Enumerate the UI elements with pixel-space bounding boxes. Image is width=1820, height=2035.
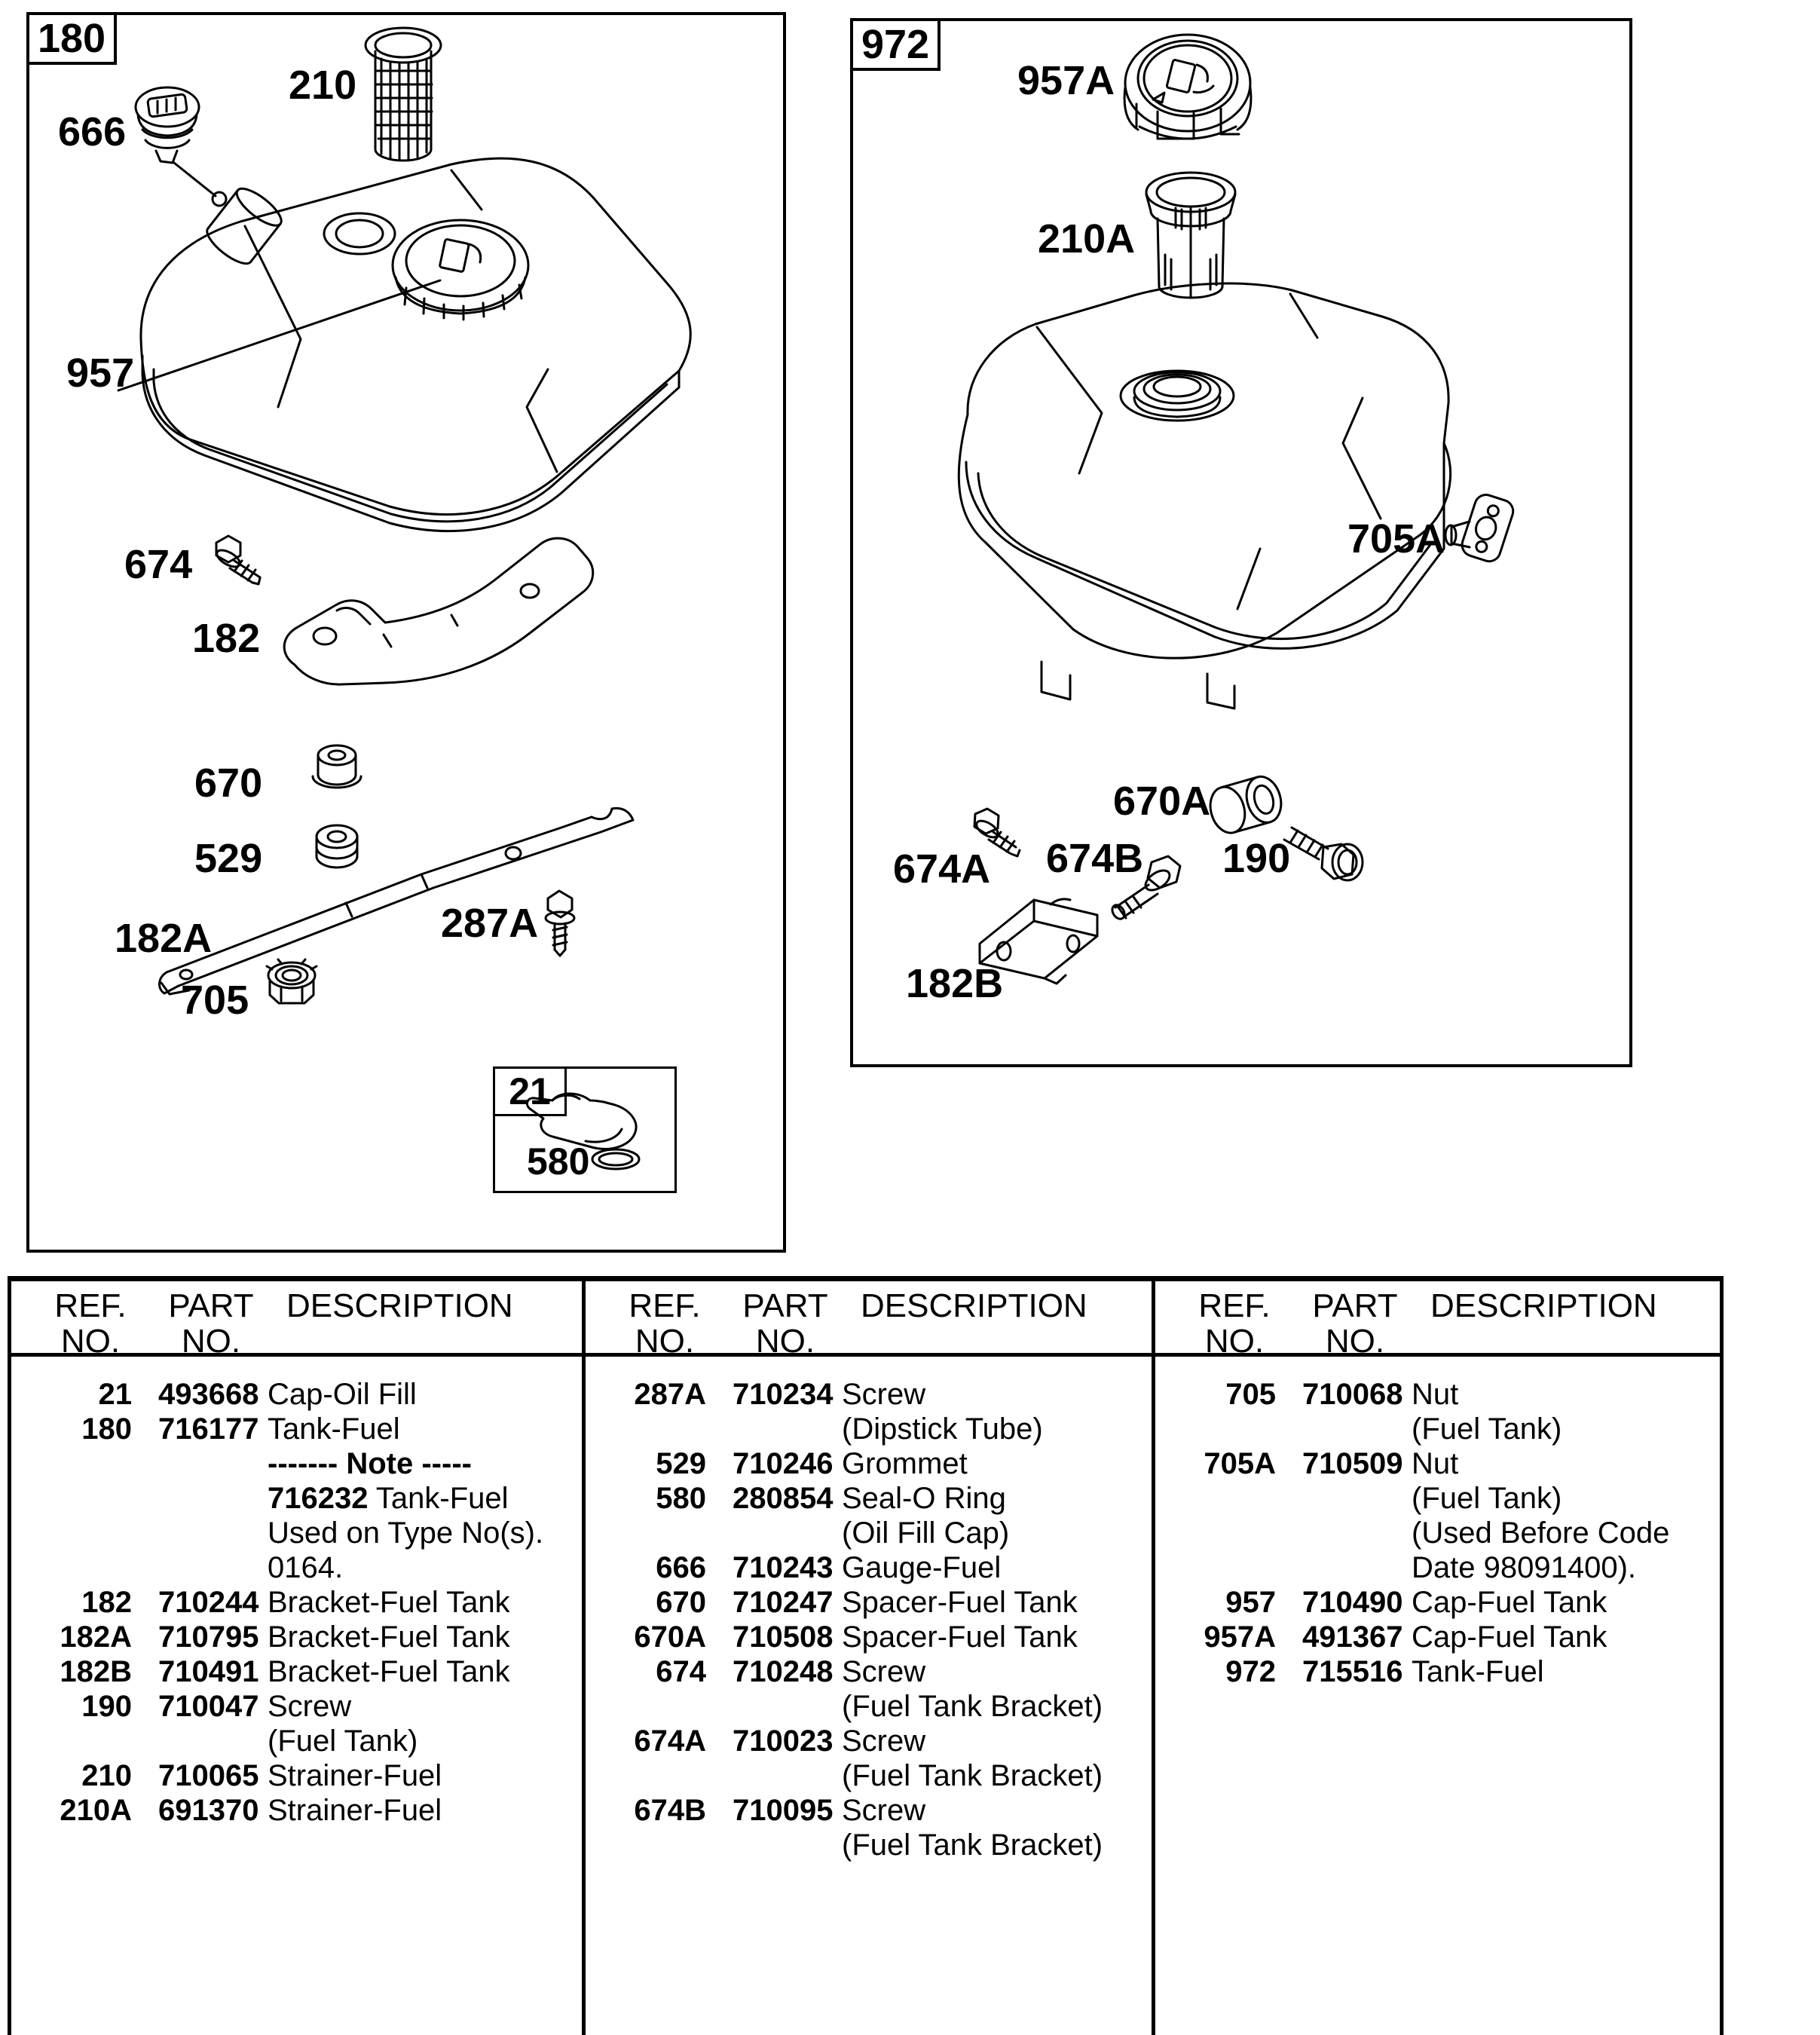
ref-no-header: REF. NO. <box>54 1287 127 1360</box>
ref-no: 674 <box>656 1655 706 1688</box>
ref-no: 182A <box>60 1620 132 1654</box>
table-row <box>1152 1447 1720 1482</box>
diagram-panel-180 <box>26 12 786 1253</box>
ref-no-header: REF. NO. <box>629 1287 701 1360</box>
ref-no: 957A <box>1204 1620 1276 1654</box>
ref-no: 957 <box>1225 1586 1276 1619</box>
ref-no: 670 <box>656 1586 706 1619</box>
table-row <box>582 1586 1152 1620</box>
part-no: 710508 <box>733 1620 834 1654</box>
table-row <box>8 1551 582 1586</box>
table-row <box>1152 1412 1720 1447</box>
panel-tag-180-label: 180 <box>37 16 106 61</box>
part-no: 710491 <box>158 1655 259 1688</box>
description: Tank-Fuel <box>1412 1655 1544 1688</box>
diagram-panel-972 <box>850 18 1632 1067</box>
table-row <box>1152 1620 1720 1655</box>
strainer-icon-210 <box>366 28 441 161</box>
description: Screw <box>842 1655 926 1688</box>
callout-210: 210 <box>289 63 357 108</box>
part-no-header: PART NO. <box>1312 1287 1398 1360</box>
description: (Fuel Tank) <box>1412 1482 1562 1515</box>
nut-icon-705A <box>1445 492 1516 565</box>
description-header: DESCRIPTION <box>861 1287 1087 1324</box>
spacer-icon-670A <box>1205 773 1286 837</box>
ref-no: 705A <box>1204 1447 1276 1480</box>
table-row <box>8 1586 582 1620</box>
ref-no: 972 <box>1225 1655 1276 1688</box>
o-ring-icon-580 <box>592 1149 639 1169</box>
description: Cap-Fuel Tank <box>1412 1620 1607 1654</box>
callout-705A: 705A <box>1347 516 1445 562</box>
panel-tag-972-label: 972 <box>861 22 930 67</box>
description: ------- Note ----- <box>268 1447 472 1480</box>
callout-674: 674 <box>124 542 193 587</box>
part-no: 710247 <box>733 1586 834 1619</box>
description: Strainer-Fuel <box>268 1794 442 1827</box>
callout-670: 670 <box>194 760 263 806</box>
callout-182A: 182A <box>115 916 213 961</box>
table-row <box>582 1412 1152 1447</box>
table-row <box>1152 1551 1720 1586</box>
screw-icon-190 <box>1284 828 1363 880</box>
description: Date 98091400). <box>1412 1551 1637 1584</box>
table-row <box>8 1759 582 1794</box>
callout-674B: 674B <box>1046 836 1144 881</box>
inset-tag-21-label: 21 <box>509 1070 551 1112</box>
table-row <box>8 1378 582 1412</box>
table-row <box>8 1794 582 1828</box>
ref-no: 674B <box>634 1794 706 1827</box>
ref-no-header: REF. NO. <box>1198 1287 1271 1360</box>
callout-182: 182 <box>192 616 261 661</box>
table-row <box>8 1724 582 1759</box>
table-row <box>582 1447 1152 1482</box>
table-border-right <box>1720 1276 1724 2035</box>
description: Tank-Fuel <box>268 1412 400 1446</box>
callout-666: 666 <box>58 109 127 155</box>
callout-957: 957 <box>66 350 135 396</box>
part-no: 710243 <box>733 1551 834 1584</box>
description: Grommet <box>842 1447 968 1480</box>
description: Screw <box>842 1794 926 1827</box>
ref-no: 287A <box>634 1378 706 1411</box>
table-row <box>8 1482 582 1516</box>
bracket-icon-182 <box>284 538 593 684</box>
description: 0164. <box>268 1551 344 1584</box>
table-row <box>8 1620 582 1655</box>
callout-287A: 287A <box>441 901 539 946</box>
ref-no: 190 <box>81 1690 132 1723</box>
table-row <box>582 1794 1152 1828</box>
description: 716232 Tank-Fuel <box>268 1482 509 1515</box>
callout-182B: 182B <box>906 961 1004 1006</box>
part-no: 710509 <box>1302 1447 1403 1480</box>
part-no: 710490 <box>1302 1586 1403 1619</box>
fuel-tank-art-972 <box>959 283 1450 708</box>
fuel-tank-art-180 <box>118 158 690 531</box>
strainer-icon-210A <box>1146 173 1235 298</box>
ref-no: 182B <box>60 1655 132 1688</box>
table-row <box>8 1690 582 1724</box>
table-row <box>1152 1482 1720 1516</box>
fuel-cap-icon-957A <box>1124 35 1251 139</box>
description: Screw <box>842 1724 926 1758</box>
description: (Used Before Code <box>1412 1516 1670 1550</box>
ref-no: 529 <box>656 1447 706 1480</box>
callout-670A: 670A <box>1113 779 1211 824</box>
table-column-2 <box>582 1276 1152 2035</box>
ref-no: 670A <box>634 1620 706 1654</box>
part-no: 493668 <box>158 1378 259 1411</box>
description: Strainer-Fuel <box>268 1759 442 1792</box>
table-column-3 <box>1152 1276 1720 2035</box>
table-row <box>582 1378 1152 1412</box>
ref-no: 182 <box>81 1586 132 1619</box>
part-no: 710244 <box>158 1586 259 1619</box>
part-no: 710795 <box>158 1620 259 1654</box>
part-no: 710246 <box>733 1447 834 1480</box>
table-row <box>8 1447 582 1482</box>
description-header: DESCRIPTION <box>1430 1287 1657 1324</box>
description: (Oil Fill Cap) <box>842 1516 1010 1550</box>
table-row <box>8 1412 582 1447</box>
part-no: 710047 <box>158 1690 259 1723</box>
inset-box-21 <box>493 1066 677 1193</box>
table-column-1 <box>8 1276 582 2035</box>
description: Screw <box>842 1378 926 1411</box>
callout-674A: 674A <box>893 846 991 892</box>
description: Screw <box>268 1690 352 1723</box>
table-row <box>1152 1586 1720 1620</box>
part-no-header: PART NO. <box>742 1287 828 1360</box>
fuel-gauge-icon <box>136 87 286 270</box>
table-row <box>582 1620 1152 1655</box>
table-row <box>8 1516 582 1551</box>
callout-210A: 210A <box>1038 216 1136 262</box>
table-row <box>582 1655 1152 1690</box>
ref-no: 210 <box>81 1759 132 1792</box>
table-row <box>582 1551 1152 1586</box>
table-row <box>582 1724 1152 1759</box>
description: Seal-O Ring <box>842 1482 1006 1515</box>
screw-icon-287A <box>546 891 574 956</box>
part-no: 710023 <box>733 1724 834 1758</box>
description: Bracket-Fuel Tank <box>268 1620 510 1654</box>
screw-icon-674 <box>214 536 260 584</box>
part-no: 710095 <box>733 1794 834 1827</box>
description: Bracket-Fuel Tank <box>268 1586 510 1619</box>
callout-529: 529 <box>194 836 263 881</box>
description: (Fuel Tank Bracket) <box>842 1759 1103 1792</box>
description: (Fuel Tank) <box>268 1724 418 1758</box>
ref-no: 674A <box>634 1724 706 1758</box>
table-row <box>582 1690 1152 1724</box>
description: Cap-Oil Fill <box>268 1378 417 1411</box>
description: Used on Type No(s). <box>268 1516 544 1550</box>
table-row <box>582 1828 1152 1863</box>
callout-705: 705 <box>181 978 249 1023</box>
description: (Dipstick Tube) <box>842 1412 1043 1446</box>
ref-no: 21 <box>98 1378 132 1411</box>
table-row <box>582 1759 1152 1794</box>
part-no: 710065 <box>158 1759 259 1792</box>
description: Bracket-Fuel Tank <box>268 1655 510 1688</box>
ref-no: 180 <box>81 1412 132 1446</box>
table-row <box>8 1655 582 1690</box>
inset-ring-label-580: 580 <box>527 1140 590 1183</box>
part-no: 710234 <box>733 1378 834 1411</box>
part-no: 280854 <box>733 1482 834 1515</box>
ref-no: 580 <box>656 1482 706 1515</box>
panel-972-line-art <box>853 21 1629 1064</box>
grommet-icon-529 <box>317 825 357 868</box>
table-row <box>1152 1516 1720 1551</box>
ref-no: 666 <box>656 1551 706 1584</box>
nut-icon-705 <box>267 959 317 1003</box>
description: Spacer-Fuel Tank <box>842 1620 1078 1654</box>
description: Spacer-Fuel Tank <box>842 1586 1078 1619</box>
panel-180-line-art <box>29 15 783 1250</box>
ref-no: 210A <box>60 1794 132 1827</box>
table-row <box>582 1482 1152 1516</box>
part-no: 491367 <box>1302 1620 1403 1654</box>
callout-190: 190 <box>1222 836 1291 881</box>
part-no: 710248 <box>733 1655 834 1688</box>
description: (Fuel Tank) <box>1412 1412 1562 1446</box>
spacer-icon-670 <box>313 745 361 788</box>
description-header: DESCRIPTION <box>286 1287 513 1324</box>
description: (Fuel Tank Bracket) <box>842 1690 1103 1723</box>
description: (Fuel Tank Bracket) <box>842 1828 1103 1862</box>
table-row <box>1152 1655 1720 1690</box>
description: Gauge-Fuel <box>842 1551 1002 1584</box>
ref-no: 705 <box>1225 1378 1276 1411</box>
part-no: 691370 <box>158 1794 259 1827</box>
description: Cap-Fuel Tank <box>1412 1586 1607 1619</box>
description: Nut <box>1412 1447 1459 1480</box>
description: Nut <box>1412 1378 1459 1411</box>
callout-957A: 957A <box>1017 58 1115 103</box>
table-row <box>1152 1378 1720 1412</box>
part-no: 715516 <box>1302 1655 1403 1688</box>
part-no: 710068 <box>1302 1378 1403 1411</box>
part-no-header: PART NO. <box>168 1287 254 1360</box>
table-row <box>582 1516 1152 1551</box>
part-no: 716177 <box>158 1412 259 1446</box>
